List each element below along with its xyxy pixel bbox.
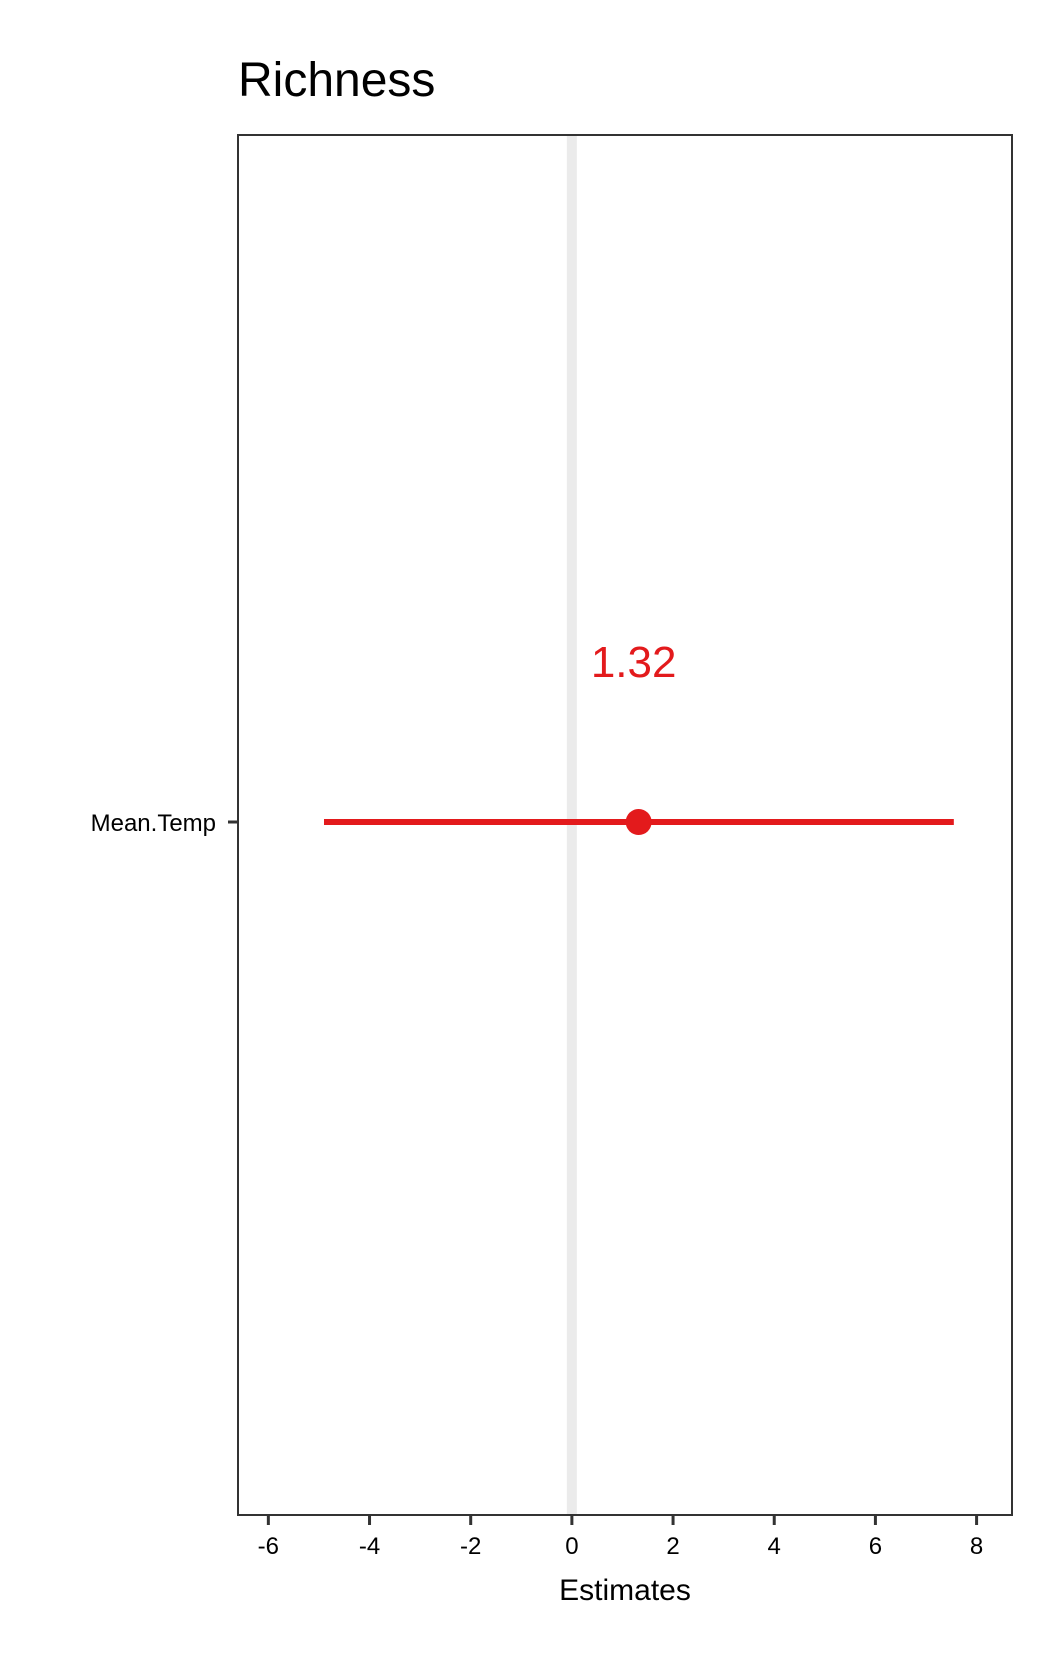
x-tick-label-4: 2 (666, 1533, 680, 1560)
x-tick-label-0: -6 (257, 1533, 280, 1560)
chart-title: Richness (238, 54, 436, 107)
y-tick-label-0: Mean.Temp (90, 810, 216, 837)
x-tick-label-1: -4 (358, 1533, 381, 1560)
estimate-point-0 (626, 809, 652, 835)
x-tick-label-3: 0 (565, 1533, 579, 1560)
x-tick-label-2: -2 (460, 1533, 482, 1560)
x-tick-label-5: 4 (767, 1533, 781, 1560)
y-axis (91, 810, 238, 837)
x-axis-title: Estimates (559, 1574, 691, 1607)
x-tick-label-6: 6 (868, 1533, 883, 1560)
x-axis (258, 1515, 984, 1560)
x-tick-label-7: 8 (969, 1533, 984, 1560)
estimate-points (626, 809, 652, 835)
estimate-labels (591, 638, 677, 687)
estimate-label-0: 1.32 (590, 638, 677, 687)
